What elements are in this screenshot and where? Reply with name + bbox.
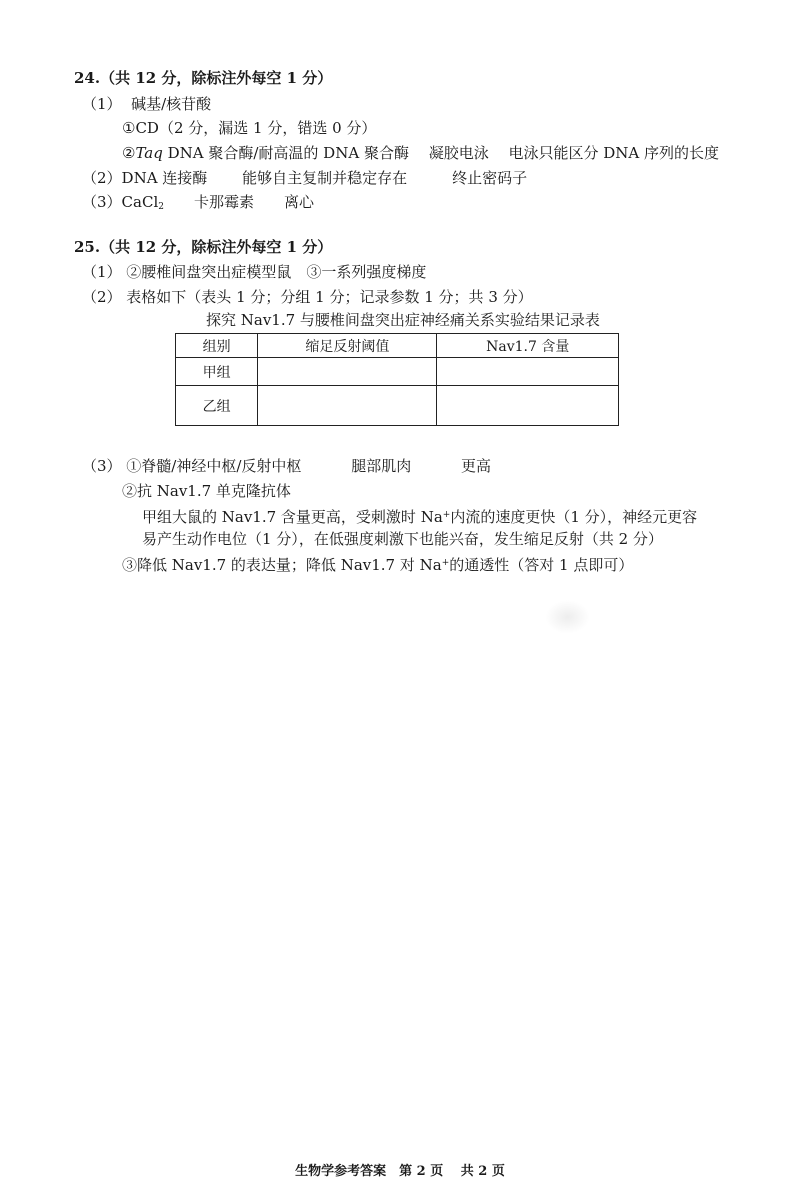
record-table (175, 333, 619, 426)
table-header-cell: 缩足反射阈值 (258, 334, 437, 358)
table-title: 探究 Nav1.7 与腰椎间盘突出症神经痛关系实验结果记录表 (206, 311, 600, 329)
q25-header: 25.（共 12 分，除标注外每空 1 分） (74, 238, 333, 256)
table-cell-empty (258, 358, 437, 386)
table-row-label: 乙组 (176, 386, 258, 426)
q25-part3-line1: （3） ①脊髓/神经中枢/反射中枢 腿部肌肉 更高 (82, 457, 491, 475)
q25-part3-line3: 甲组大鼠的 Nav1.7 含量更高，受刺激时 Na+内流的速度更快（1 分），神经元更容 (142, 508, 698, 526)
q25-part3-line5: ③降低 Nav1.7 的表达量；降低 Nav1.7 对 Na+的通透性（答对 1 点即可） (122, 556, 634, 574)
q25-part3-line2: ②抗 Nav1.7 单克隆抗体 (122, 482, 291, 500)
q24-part1-sub1: ①CD（2 分，漏选 1 分，错选 0 分） (122, 119, 377, 137)
q24-part2: （2）DNA 连接酶 能够自主复制并稳定存在 终止密码子 (82, 169, 528, 187)
table-header-row (176, 334, 619, 358)
table-row (176, 386, 619, 426)
table-cell-empty (258, 386, 437, 426)
table-header-cell: 组别 (176, 334, 258, 358)
q24-part1-sub2: ②Taq DNA 聚合酶/耐高温的 DNA 聚合酶 凝胶电泳 电泳只能区分 DNA 序列的长度 (122, 144, 719, 162)
q24-part1-label: （1） (82, 95, 122, 113)
taq-italic: Taq (135, 144, 163, 162)
q24-header: 24.（共 12 分，除标注外每空 1 分） (74, 69, 333, 87)
q24-part1 (82, 94, 211, 114)
table-row-label: 甲组 (176, 358, 258, 386)
table-cell-empty (437, 358, 619, 386)
q25-part3-line4: 易产生动作电位（1 分），在低强度刺激下也能兴奋，发生缩足反射（共 2 分） (142, 530, 663, 548)
scan-smudge (545, 600, 590, 634)
table-cell-empty (437, 386, 619, 426)
table-row (176, 358, 619, 386)
q24-part3: （3）CaCl$_2$ 卡那霉素 离心 (82, 193, 314, 212)
q25-part1: （1） ②腰椎间盘突出症模型鼠 ③一系列强度梯度 (82, 263, 427, 281)
q25-part2: （2） 表格如下（表头 1 分；分组 1 分；记录参数 1 分；共 3 分） (82, 288, 533, 306)
table-header-cell: Nav1.7 含量 (437, 334, 619, 358)
page-footer: 生物学参考答案 第 2 页 共 2 页 (295, 1164, 505, 1179)
q24-part1-answer: 碱基/核苷酸 (131, 95, 212, 113)
